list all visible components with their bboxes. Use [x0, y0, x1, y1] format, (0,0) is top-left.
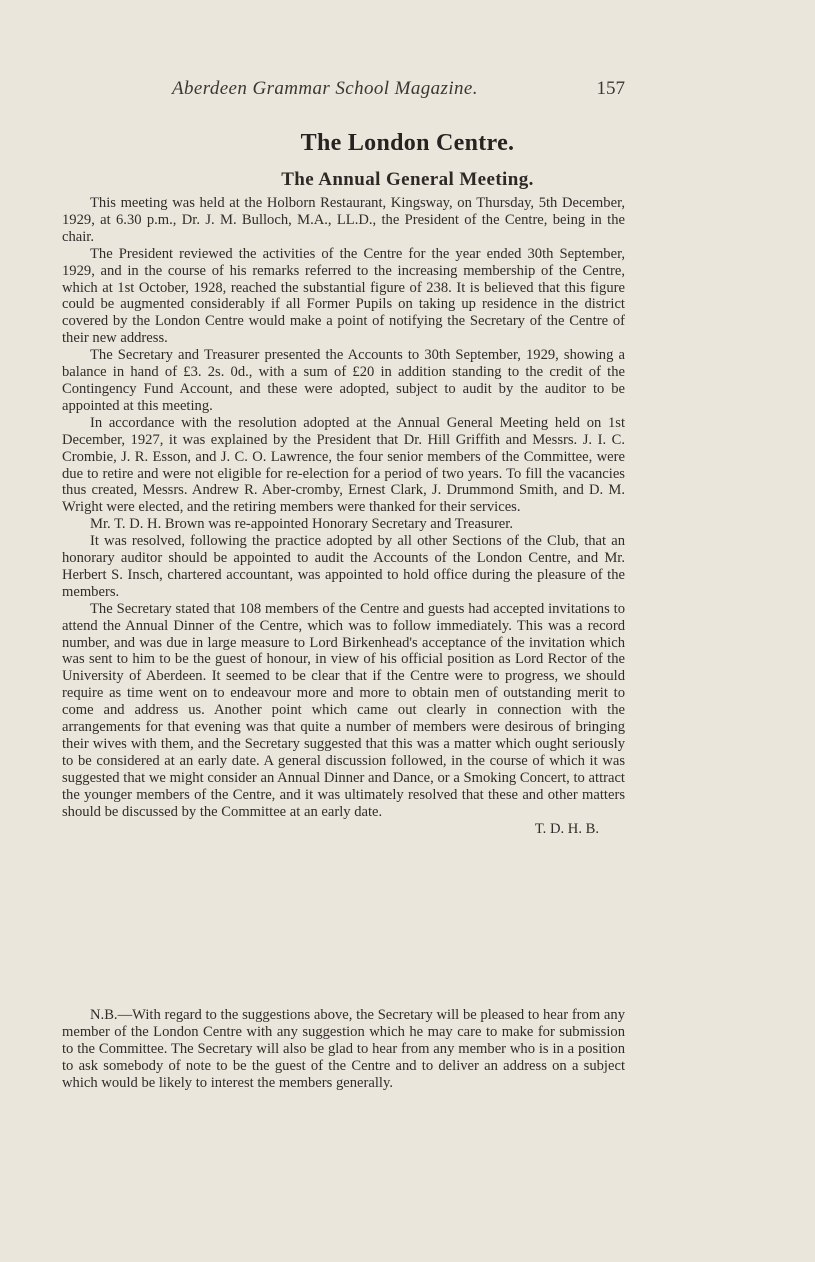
page-number: 157	[596, 78, 625, 99]
signature: T. D. H. B.	[534, 820, 599, 837]
paragraph: Mr. T. D. H. Brown was re-appointed Honorary Secretary and Treasurer.	[90, 516, 513, 533]
article-body	[62, 195, 625, 837]
running-title: Aberdeen Grammar School Magazine.	[172, 78, 478, 99]
paragraph: This meeting was held at the Holborn Restaurant, Kingsway, on Thursday, 5th December, 1929, at 6.30 p.m., Dr. J. M. Bulloch, M.A., LL.D., the President of the Centre, being in the chair.	[62, 195, 625, 245]
article-title: The London Centre.	[300, 130, 515, 156]
running-header	[62, 78, 625, 104]
note-section	[62, 1007, 625, 1092]
paragraph: In accordance with the resolution adopted at the Annual General Meeting held on 1st December, 1927, it was explained by the President that Dr. Hill Griffith and Messrs. J. I. C. Crombie, J. R. Esson, and J. C. O. Lawrence, the four senior members of the Committee, were due to retire and were not eligible for re-election for a period of two years. To fill the vacancies thus created, Messrs. Andrew R. Aber-cromby, Ernest Clark, J. Drummond Smith, and D. M. Wright were elected, and the retiring members were thanked for their services.	[62, 414, 625, 516]
paragraph: It was resolved, following the practice adopted by all other Sections of the Club, that an honorary auditor should be appointed to audit the Accounts of the London Centre, and Mr. Herbert S. Insch, chartered accountant, was appointed to hold office during the pleasure of the members.	[62, 533, 625, 600]
paragraph: The President reviewed the activities of the Centre for the year ended 30th September, 1929, and in the course of his remarks referred to the increasing membership of the Centre, which at 1st October, 1928, reached the substantial figure of 238. It is believed that this figure could be augmented considerably if all Former Pupils on taking up residence in the district covered by the London Centre would make a point of notifying the Secretary of the Centre of their new address.	[62, 245, 625, 347]
note-paragraph: N.B.—With regard to the suggestions above, the Secretary will be pleased to hear from any member of the London Centre with any suggestion which he may care to make for submission to the Committee. The Secretary will also be glad to hear from any member who is in a position to ask somebody of note to be the guest of the Centre and to deliver an address on a subject which would be likely to interest the members generally.	[62, 1007, 625, 1091]
article-subtitle: The Annual General Meeting.	[281, 169, 534, 190]
paragraph: The Secretary and Treasurer presented the Accounts to 30th September, 1929, showing a balance in hand of £3. 2s. 0d., with a sum of £20 in addition standing to the credit of the Contingency Fund Account, and these were adopted, subject to audit by the auditor to be appointed at this meeting.	[62, 347, 625, 414]
paragraph: The Secretary stated that 108 members of the Centre and guests had accepted invitations to attend the Annual Dinner of the Centre, which was to follow immediately. This was a record number, and was due in large measure to Lord Birkenhead's acceptance of the invitation which was sent to him to be the guest of honour, in view of his official position as Lord Rector of the University of Aberdeen. It seemed to be clear that if the Centre were to progress, we should require as time went on to endeavour more and more to obtain men of outstanding merit to come and address us. Another point which came out clearly in connection with the arrangements for that evening was that quite a number of members were desirous of bringing their wives with them, and the Secretary suggested that this was a matter which ought seriously to be considered at an early date. A general discussion followed, in the course of which it was suggested that we might consider an Annual Dinner and Dance, or a Smoking Concert, to attract the younger members of the Centre, and it was ultimately resolved that these and other matters should be discussed by the Committee at an early date.	[62, 600, 625, 820]
